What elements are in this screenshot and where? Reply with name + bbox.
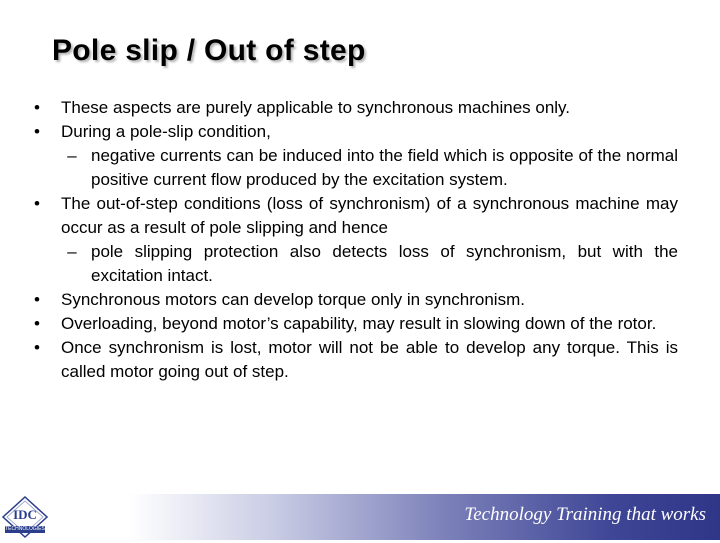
bullet-icon: • bbox=[34, 98, 40, 117]
bullet-item bbox=[30, 192, 678, 240]
sub-bullet-item bbox=[30, 240, 678, 288]
bullet-item bbox=[30, 120, 678, 144]
bullet-icon: • bbox=[34, 122, 40, 141]
bullet-text: During a pole-slip condition, bbox=[61, 122, 271, 141]
dash-icon: – bbox=[67, 242, 77, 261]
idc-logo-icon bbox=[2, 496, 48, 538]
bullet-icon: • bbox=[34, 338, 40, 357]
logo-subtext: TECHNOLOGIES bbox=[5, 526, 45, 532]
bullet-icon: • bbox=[34, 314, 40, 333]
slide-title: Pole slip / Out of step bbox=[52, 34, 366, 67]
bullet-item bbox=[30, 336, 678, 384]
bullet-item bbox=[30, 96, 678, 120]
bullet-icon: • bbox=[34, 194, 40, 213]
bullet-text: Synchronous motors can develop torque only in synchronism. bbox=[61, 290, 525, 309]
bullet-list bbox=[30, 96, 678, 384]
bullet-text: These aspects are purely applicable to synchronous machines only. bbox=[61, 98, 571, 117]
dash-icon: – bbox=[67, 146, 77, 165]
bullet-item bbox=[30, 312, 678, 336]
sub-bullet-text: pole slipping protection also detects loss of synchronism, but with the excitation intact. bbox=[91, 242, 678, 285]
sub-bullet-item bbox=[30, 144, 678, 192]
bullet-text: Overloading, beyond motor’s capability, may result in slowing down of the rotor. bbox=[61, 314, 657, 333]
logo-text: IDC bbox=[13, 507, 37, 522]
bullet-text: Once synchronism is lost, motor will not be able to develop any torque. This is called motor going out of step. bbox=[61, 338, 678, 381]
bullet-item bbox=[30, 288, 678, 312]
bullet-icon: • bbox=[34, 290, 40, 309]
footer-bar bbox=[0, 494, 720, 540]
sub-bullet-text: negative currents can be induced into the field which is opposite of the normal positive current flow produced by the excitation system. bbox=[91, 146, 678, 189]
footer-tagline: Technology Training that works bbox=[464, 504, 706, 525]
bullet-text: The out-of-step conditions (loss of synchronism) of a synchronous machine may occur as a result of pole slipping and hence bbox=[61, 194, 678, 237]
